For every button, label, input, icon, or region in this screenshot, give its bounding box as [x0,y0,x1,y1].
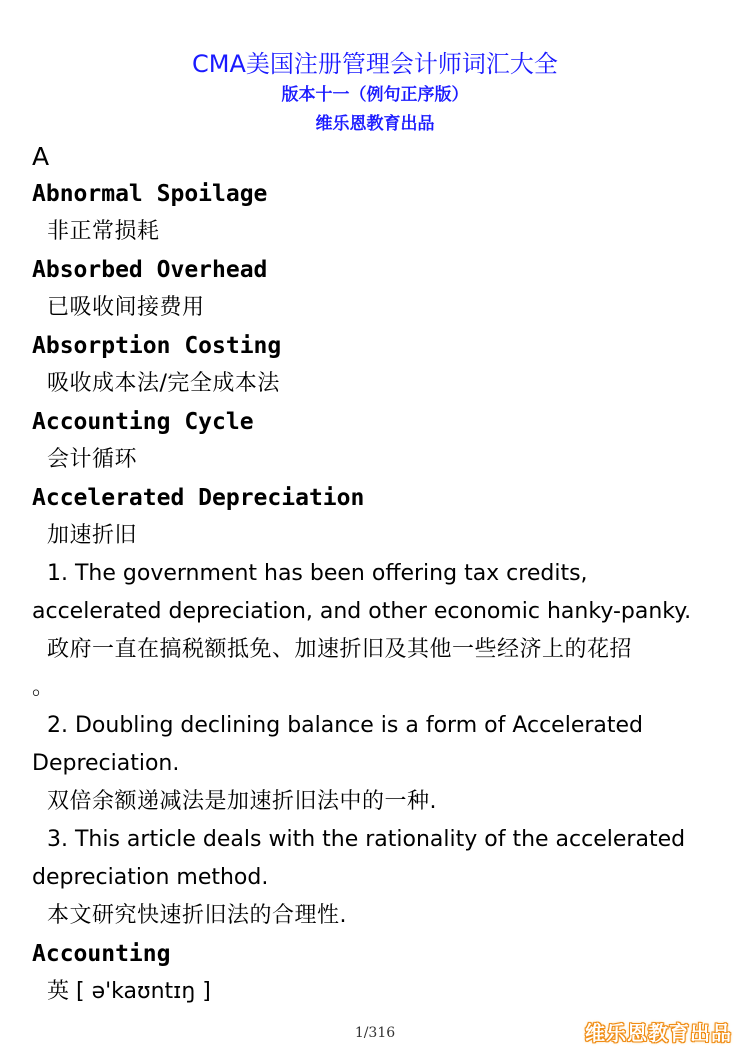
translation-abnormal-spoilage: 非正常损耗 [47,219,160,244]
term-accelerated-depreciation: Accelerated Depreciation [32,485,365,511]
example-english-line: Depreciation. [32,751,180,776]
example-english-line: 1. The government has been offering tax credits, [47,561,588,586]
example-english-line: 2. Doubling declining balance is a form of Accelerated [47,713,644,738]
translation-accounting-cycle: 会计循环 [47,447,138,472]
example-english-line: 3. This article deals with the rationality of the accelerated [47,827,686,852]
example-english-line: depreciation method. [32,865,269,890]
glossary-content [32,138,722,1011]
publisher-watermark: 维乐恩教育出品 [585,1021,732,1045]
document-subtitle: 版本十一（例句正序版） [281,85,469,105]
example-chinese-line: 本文研究快速折旧法的合理性. [47,903,347,928]
pronunciation-accounting: 英 [ ə'kaʊntɪŋ ] [47,979,211,1004]
example-chinese-line: 。 [32,675,55,700]
term-absorption-costing: Absorption Costing [32,333,282,359]
translation-absorbed-overhead: 已吸收间接费用 [47,295,205,320]
term-accounting-cycle: Accounting Cycle [32,409,254,435]
term-abnormal-spoilage: Abnormal Spoilage [32,181,268,207]
example-chinese-line: 政府一直在搞税额抵免、加速折旧及其他一些经济上的花招 [47,637,633,662]
translation-absorption-costing: 吸收成本法/完全成本法 [47,371,280,396]
page-number: 1/316 [354,1025,396,1041]
document-publisher: 维乐恩教育出品 [315,114,435,134]
translation-accelerated-depreciation: 加速折旧 [47,523,138,548]
term-absorbed-overhead: Absorbed Overhead [32,257,268,283]
example-chinese-line: 双倍余额递减法是加速折旧法中的一种. [47,789,437,814]
term-accounting: Accounting [32,941,171,967]
section-letter: A [32,142,50,171]
example-english-line: accelerated depreciation, and other economic hanky-panky. [32,599,692,624]
document-title: CMA美国注册管理会计师词汇大全 [192,50,558,78]
